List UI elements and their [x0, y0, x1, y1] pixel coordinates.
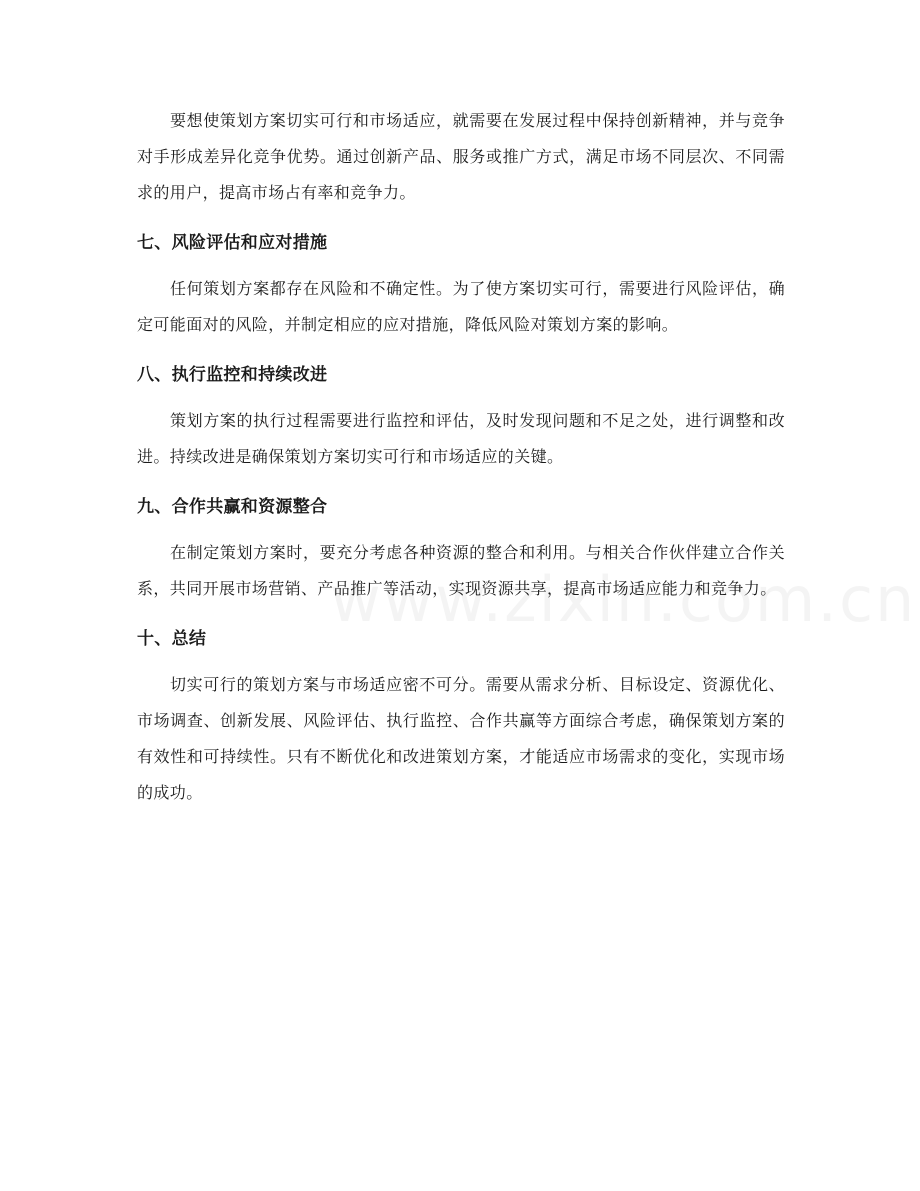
- section-body: 任何策划方案都存在风险和不确定性。为了使方案切实可行，需要进行风险评估，确定可能面对的风险，并制定相应的应对措施，降低风险对策划方案的影响。: [137, 279, 785, 334]
- section-execution-monitoring: [137, 357, 785, 475]
- section-body: 策划方案的执行过程需要进行监控和评估，及时发现问题和不足之处，进行调整和改进。持续改进是确保策划方案切实可行和市场适应的关键。: [137, 411, 785, 466]
- section-body: 在制定策划方案时，要充分考虑各种资源的整合和利用。与相关合作伙伴建立合作关系，共同开展市场营销、产品推广等活动，实现资源共享，提高市场适应能力和竞争力。: [137, 543, 785, 598]
- section-heading: 八、执行监控和持续改进: [137, 365, 328, 385]
- section-risk-assessment: [137, 225, 785, 343]
- section-summary: [137, 621, 785, 811]
- section-heading: 十、总结: [137, 629, 207, 649]
- section-body: 切实可行的策划方案与市场适应密不可分。需要从需求分析、目标设定、资源优化、市场调查、创新发展、风险评估、执行监控、合作共赢等方面综合考虑，确保策划方案的有效性和可持续性。只有不断优化和改进策划方案，才能适应市场需求的变化，实现市场的成功。: [137, 675, 785, 802]
- intro-paragraph: 要想使策划方案切实可行和市场适应，就需要在发展过程中保持创新精神，并与竞争对手形成差异化竞争优势。通过创新产品、服务或推广方式，满足市场不同层次、不同需求的用户，提高市场占有率和竞争力。: [137, 111, 785, 202]
- section-cooperation: [137, 489, 785, 607]
- section-heading: 七、风险评估和应对措施: [137, 233, 328, 253]
- section-heading: 九、合作共赢和资源整合: [137, 497, 328, 517]
